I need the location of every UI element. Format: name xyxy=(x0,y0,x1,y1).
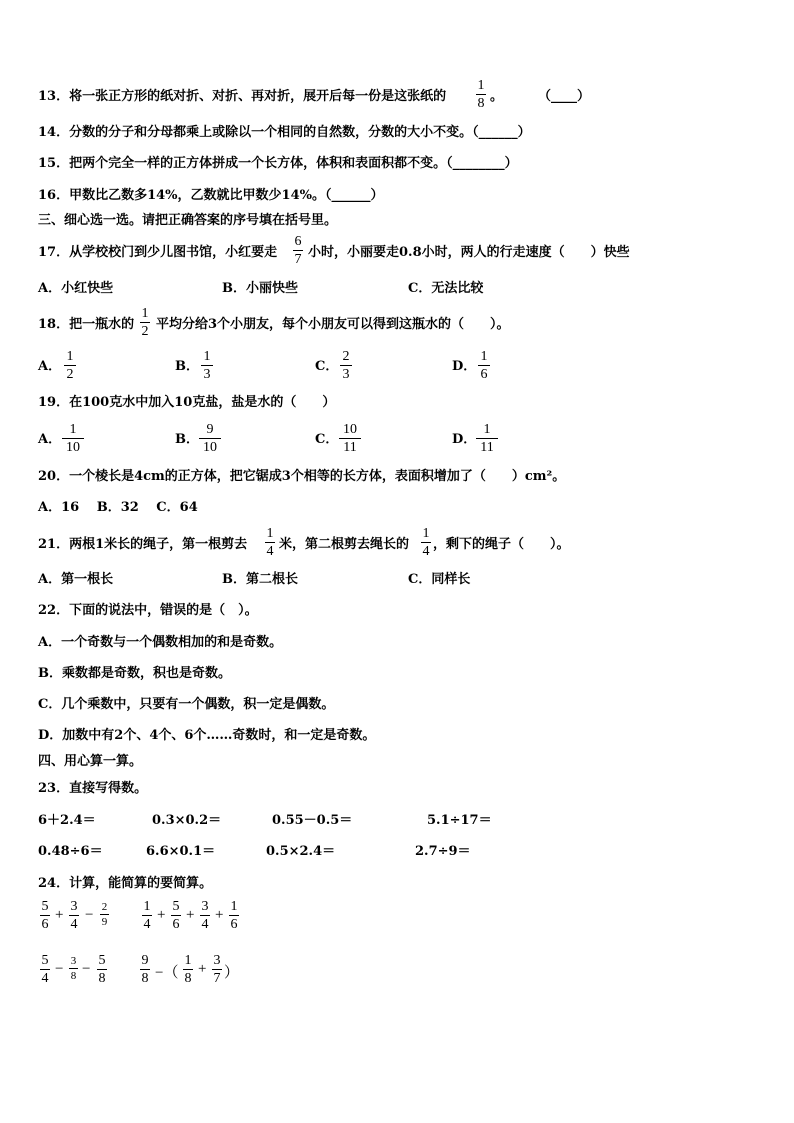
q19-option-d-label[interactable]: D． xyxy=(452,432,477,447)
q24-e3-fraction xyxy=(97,953,107,986)
numerator: 1 xyxy=(266,526,274,541)
numerator: 1 xyxy=(184,953,192,968)
section-3-heading: 三、细心选一选。请把正确答案的序号填在括号里。 xyxy=(38,213,338,228)
q19-option-c-fraction xyxy=(339,422,361,455)
numerator: 1 xyxy=(141,306,149,321)
numerator: 3 xyxy=(70,955,77,967)
plus-sign: + xyxy=(55,907,64,923)
q21-option-c[interactable]: C．同样长 xyxy=(408,572,471,587)
q18-option-a-label[interactable]: A． xyxy=(38,359,62,374)
q24-e2-fraction xyxy=(229,899,239,932)
q24-e1-fraction xyxy=(40,899,50,932)
q22-option-c[interactable]: C．几个乘数中，只要有一个偶数，积一定是偶数。 xyxy=(38,697,335,712)
q14-text: 14．分数的分子和分母都乘上或除以一个相同的自然数，分数的大小不变。（______） xyxy=(38,125,531,140)
q15-text: 15．把两个完全一样的正方体拼成一个长方体，体积和表面积都不变。（________） xyxy=(38,156,518,171)
q22-option-b[interactable]: B．乘数都是奇数，积也是奇数。 xyxy=(38,666,231,681)
q23-item: 0.5×2.4＝ xyxy=(266,844,336,859)
q21-option-b[interactable]: B．第二根长 xyxy=(222,572,298,587)
denominator: 3 xyxy=(203,367,211,382)
q24-e3-fraction xyxy=(40,953,50,986)
q24-e2-fraction xyxy=(142,899,152,932)
numerator: 9 xyxy=(206,422,214,437)
q23-item: 0.3×0.2＝ xyxy=(152,813,222,828)
q19-option-a-fraction xyxy=(62,422,84,455)
q19-option-d-fraction xyxy=(476,422,498,455)
numerator: 10 xyxy=(343,422,357,437)
q17-option-c[interactable]: C．无法比较 xyxy=(408,281,484,296)
denominator: 7 xyxy=(294,252,302,267)
numerator: 3 xyxy=(70,899,78,914)
q24-e1-fraction xyxy=(69,899,79,932)
q24-e3-fraction xyxy=(69,955,78,982)
numerator: 5 xyxy=(172,899,180,914)
denominator: 4 xyxy=(143,917,151,932)
q13-answer-blank[interactable]: （____） xyxy=(538,89,591,104)
denominator: 8 xyxy=(477,96,485,111)
q17-option-a[interactable]: A．小红快些 xyxy=(38,281,114,296)
q24-e1-fraction xyxy=(100,901,109,928)
q20-text: 20．一个棱长是4cm的正方体，把它锯成3个相等的长方体，表面积增加了（ ）cm²。 xyxy=(38,469,566,484)
section-4-heading: 四、用心算一算。 xyxy=(38,754,143,769)
numerator: 1 xyxy=(483,422,491,437)
q21-fraction-1 xyxy=(265,526,275,559)
q20-options[interactable]: A．16 B．32 C．64 xyxy=(38,500,198,515)
q23-item: 5.1÷17＝ xyxy=(427,813,492,828)
denominator: 10 xyxy=(203,440,217,455)
q23-item: 0.48÷6＝ xyxy=(38,844,103,859)
q23-item: 0.55－0.5＝ xyxy=(272,813,353,828)
denominator: 8 xyxy=(141,971,149,986)
q17-text: 17．从学校校门到少儿图书馆，小红要走 xyxy=(38,245,278,260)
q18-option-a-fraction xyxy=(64,349,76,382)
q19-option-b-fraction xyxy=(199,422,221,455)
q21-text: 21．两根1米长的绳子，第一根剪去 xyxy=(38,537,248,552)
numerator: 1 xyxy=(69,422,77,437)
q22-text: 22．下面的说法中，错误的是（ ）。 xyxy=(38,603,258,618)
q18-option-d-label[interactable]: D． xyxy=(452,359,477,374)
q23-text: 23．直接写得数。 xyxy=(38,781,148,796)
plus-sign: + xyxy=(186,907,195,923)
q21-text-2: 米，第二根剪去绳长的 xyxy=(279,537,410,552)
q23-item: 2.7÷9＝ xyxy=(415,844,471,859)
denominator: 2 xyxy=(141,324,149,339)
denominator: 10 xyxy=(66,440,80,455)
q18-option-c-label[interactable]: C． xyxy=(315,359,339,374)
close-paren: ） xyxy=(224,965,240,981)
denominator: 4 xyxy=(41,971,49,986)
denominator: 4 xyxy=(266,544,274,559)
q18-option-b-label[interactable]: B． xyxy=(175,359,199,374)
q19-text: 19．在100克水中加入10克盐，盐是水的（ ） xyxy=(38,395,336,410)
plus-sign: + xyxy=(198,961,207,977)
denominator: 11 xyxy=(343,440,357,455)
numerator: 5 xyxy=(41,899,49,914)
q21-option-a[interactable]: A．第一根长 xyxy=(38,572,114,587)
q21-text-3: ，剩下的绳子（ ）。 xyxy=(433,537,570,552)
numerator: 1 xyxy=(480,349,488,364)
q18-fraction xyxy=(140,306,150,339)
q24-e2-fraction xyxy=(171,899,181,932)
q24-text: 24．计算，能简算的要简算。 xyxy=(38,876,213,891)
q18-text: 18．把一瓶水的 xyxy=(38,317,135,332)
minus-sign: − xyxy=(82,961,91,977)
plus-sign: + xyxy=(157,907,166,923)
q18-text-2: 平均分给3个小朋友，每个小朋友可以得到这瓶水的（ ）。 xyxy=(156,317,510,332)
numerator: 2 xyxy=(101,901,108,913)
numerator: 5 xyxy=(98,953,106,968)
numerator: 2 xyxy=(342,349,350,364)
denominator: 4 xyxy=(70,917,78,932)
numerator: 3 xyxy=(201,899,209,914)
denominator: 9 xyxy=(101,916,108,928)
q23-item: 6.6×0.1＝ xyxy=(146,844,216,859)
numerator: 9 xyxy=(141,953,149,968)
minus-open-paren: −（ xyxy=(155,965,179,981)
denominator: 6 xyxy=(480,367,488,382)
q24-e4-fraction xyxy=(212,953,222,986)
numerator: 1 xyxy=(143,899,151,914)
numerator: 1 xyxy=(477,78,485,93)
q19-option-c-label[interactable]: C． xyxy=(315,432,339,447)
denominator: 8 xyxy=(70,970,77,982)
q24-e4-fraction xyxy=(140,953,150,986)
q13-text: 13．将一张正方形的纸对折、对折、再对折，展开后每一份是这张纸的 xyxy=(38,89,447,104)
numerator: 5 xyxy=(41,953,49,968)
denominator: 11 xyxy=(480,440,494,455)
denominator: 2 xyxy=(66,367,74,382)
denominator: 6 xyxy=(172,917,180,932)
q24-e2-fraction xyxy=(200,899,210,932)
q16-text: 16．甲数比乙数多14%，乙数就比甲数少14%。（______） xyxy=(38,188,384,203)
q13-fraction xyxy=(476,78,486,111)
numerator: 1 xyxy=(203,349,211,364)
q19-option-a-label[interactable]: A． xyxy=(38,432,62,447)
denominator: 6 xyxy=(230,917,238,932)
q23-item: 6＋2.4＝ xyxy=(38,813,96,828)
q18-option-b-fraction xyxy=(201,349,213,382)
q22-option-a[interactable]: A．一个奇数与一个偶数相加的和是奇数。 xyxy=(38,635,283,650)
minus-sign: − xyxy=(55,961,64,977)
plus-sign: + xyxy=(215,907,224,923)
q21-fraction-2 xyxy=(421,526,431,559)
denominator: 7 xyxy=(213,971,221,986)
denominator: 4 xyxy=(201,917,209,932)
minus-sign: − xyxy=(85,907,94,923)
q13-period: 。 xyxy=(490,89,504,104)
q19-option-b-label[interactable]: B． xyxy=(175,432,199,447)
q18-option-c-fraction xyxy=(340,349,352,382)
numerator: 1 xyxy=(66,349,74,364)
denominator: 6 xyxy=(41,917,49,932)
q17-text-2: 小时，小丽要走0.8小时，两人的行走速度（ ）快些 xyxy=(308,245,630,260)
denominator: 8 xyxy=(184,971,192,986)
q22-option-d[interactable]: D．加数中有2个、4个、6个……奇数时，和一定是奇数。 xyxy=(38,728,376,743)
numerator: 1 xyxy=(230,899,238,914)
q17-fraction xyxy=(293,234,303,267)
q18-option-d-fraction xyxy=(478,349,490,382)
denominator: 8 xyxy=(98,971,106,986)
q24-e4-fraction xyxy=(183,953,193,986)
denominator: 4 xyxy=(422,544,430,559)
denominator: 3 xyxy=(342,367,350,382)
numerator: 3 xyxy=(213,953,221,968)
numerator: 6 xyxy=(294,234,302,249)
q17-option-b[interactable]: B．小丽快些 xyxy=(222,281,298,296)
numerator: 1 xyxy=(422,526,430,541)
